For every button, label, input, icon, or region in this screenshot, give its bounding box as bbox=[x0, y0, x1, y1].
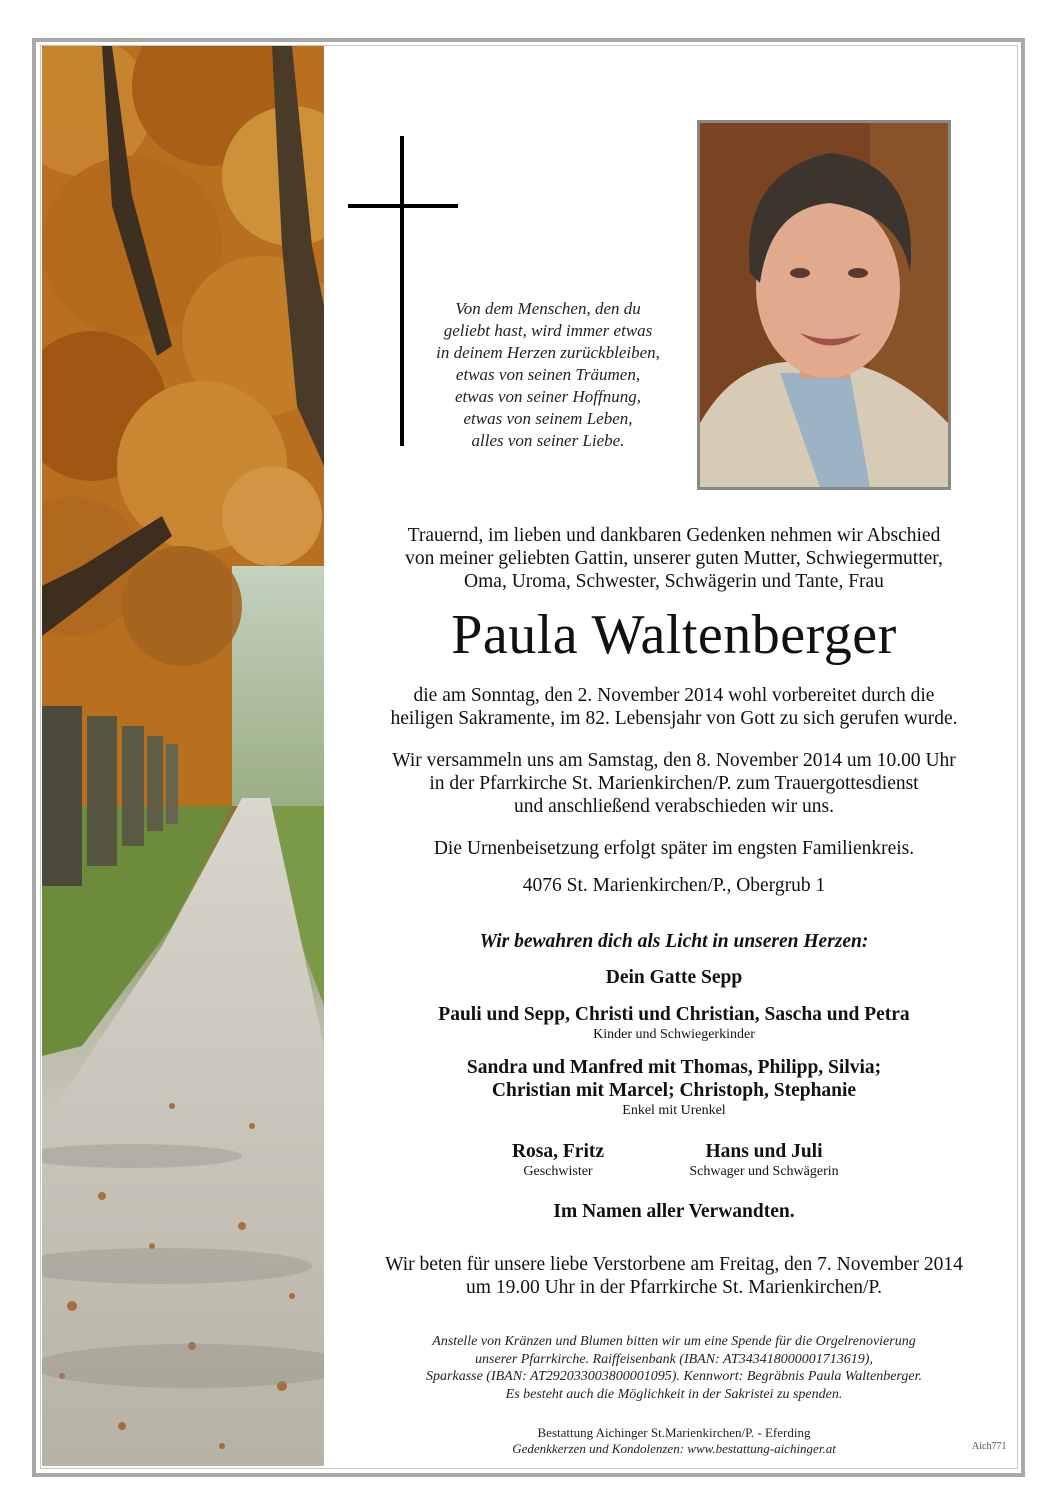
poem-line: etwas von seiner Hoffnung, bbox=[454, 387, 642, 406]
children-group bbox=[330, 1003, 1018, 1043]
intro-line: von meiner geliebten Gattin, unserer guten Mutter, Schwiegermutter, bbox=[405, 548, 943, 569]
closing-line bbox=[330, 1200, 1018, 1223]
siblings-group bbox=[438, 1140, 678, 1180]
siblings-label: Geschwister bbox=[523, 1164, 593, 1179]
prayer-line: um 19.00 Uhr in der Pfarrkirche St. Marienkirchen/P. bbox=[466, 1277, 882, 1298]
condolences-link[interactable]: Gedenkkerzen und Kondolenzen: www.bestattung-aichinger.at bbox=[512, 1440, 836, 1456]
reference-code: Aich771 bbox=[972, 1441, 1007, 1452]
death-notice bbox=[330, 684, 1018, 730]
poem-line: in deinem Herzen zurückbleiben, bbox=[436, 343, 660, 362]
grandchildren-names: Christian mit Marcel; Christoph, Stephanie bbox=[491, 1080, 857, 1101]
relatives-columns bbox=[330, 1140, 1018, 1190]
death-notice-line: heiligen Sakramente, im 82. Lebensjahr von Gott zu sich gerufen wurde. bbox=[390, 708, 958, 729]
autumn-path-photo bbox=[42, 46, 324, 1466]
service-line: Wir versammeln uns am Samstag, den 8. November 2014 um 10.00 Uhr bbox=[392, 750, 956, 771]
closing-text: Im Namen aller Verwandten. bbox=[553, 1201, 795, 1222]
poem-line: etwas von seinen Träumen, bbox=[455, 365, 641, 384]
siblings-names: Rosa, Fritz bbox=[511, 1141, 605, 1162]
children-names: Pauli und Sepp, Christi und Christian, Sascha und Petra bbox=[438, 1004, 910, 1025]
grandchildren-label: Enkel mit Urenkel bbox=[622, 1103, 726, 1118]
donation-line: Sparkasse (IBAN: AT292033003800001095). Kennwort: Begräbnis Paula Waltenberger. bbox=[426, 1369, 922, 1384]
prayer-info bbox=[330, 1253, 1018, 1299]
motto: Wir bewahren dich als Licht in unseren Herzen: bbox=[479, 931, 869, 952]
intro-line: Oma, Uroma, Schwester, Schwägerin und Tante, Frau bbox=[464, 571, 884, 592]
poem-line: etwas von seinem Leben, bbox=[463, 409, 633, 428]
service-line: und anschließend verabschieden wir uns. bbox=[513, 796, 835, 817]
death-notice-line: die am Sonntag, den 2. November 2014 wohl vorbereitet durch die bbox=[413, 685, 935, 706]
poem-line: Von dem Menschen, den du bbox=[455, 299, 641, 318]
grandchildren-names: Sandra und Manfred mit Thomas, Philipp, Silvia; bbox=[466, 1057, 882, 1078]
spouse-group bbox=[330, 966, 1018, 989]
inlaws-names: Hans und Juli bbox=[705, 1141, 823, 1162]
inlaws-label: Schwager und Schwägerin bbox=[689, 1164, 839, 1179]
donation-line: unserer Pfarrkirche. Raiffeisenbank (IBAN: AT343418000001713619), bbox=[475, 1351, 873, 1367]
urn-burial-info: Die Urnenbeisetzung erfolgt später im engsten Familienkreis. bbox=[433, 838, 915, 859]
poem-line: alles von seiner Liebe. bbox=[471, 431, 625, 450]
poem-line: geliebt hast, wird immer etwas bbox=[443, 321, 653, 340]
donation-info bbox=[330, 1333, 1018, 1403]
donation-line: Anstelle von Kränzen und Blumen bitten wir um eine Spende für die Orgelrenovierung bbox=[432, 1334, 916, 1349]
donation-line: Es besteht auch die Möglichkeit in der Sakristei zu spenden. bbox=[505, 1386, 843, 1402]
intro-line: Trauernd, im lieben und dankbaren Gedenken nehmen wir Abschied bbox=[407, 525, 941, 546]
inlaws-group bbox=[644, 1140, 884, 1180]
spouse-name: Dein Gatte Sepp bbox=[605, 967, 743, 988]
funeral-home-name: Bestattung Aichinger St.Marienkirchen/P. - Eferding bbox=[537, 1425, 811, 1440]
service-line: in der Pfarrkirche St. Marienkirchen/P. zum Trauergottesdienst bbox=[429, 773, 919, 794]
text-column bbox=[330, 0, 1018, 1500]
children-label: Kinder und Schwiegerkinder bbox=[593, 1027, 755, 1042]
prayer-line: Wir beten für unsere liebe Verstorbene am Freitag, den 7. November 2014 bbox=[385, 1254, 963, 1275]
address: 4076 St. Marienkirchen/P., Obergrub 1 bbox=[522, 875, 826, 896]
intro-paragraph bbox=[330, 524, 1018, 593]
service-info bbox=[330, 749, 1018, 818]
deceased-name: Paula Waltenberger bbox=[451, 604, 897, 666]
funeral-home-info bbox=[330, 1425, 1018, 1456]
grandchildren-group bbox=[330, 1056, 1018, 1119]
